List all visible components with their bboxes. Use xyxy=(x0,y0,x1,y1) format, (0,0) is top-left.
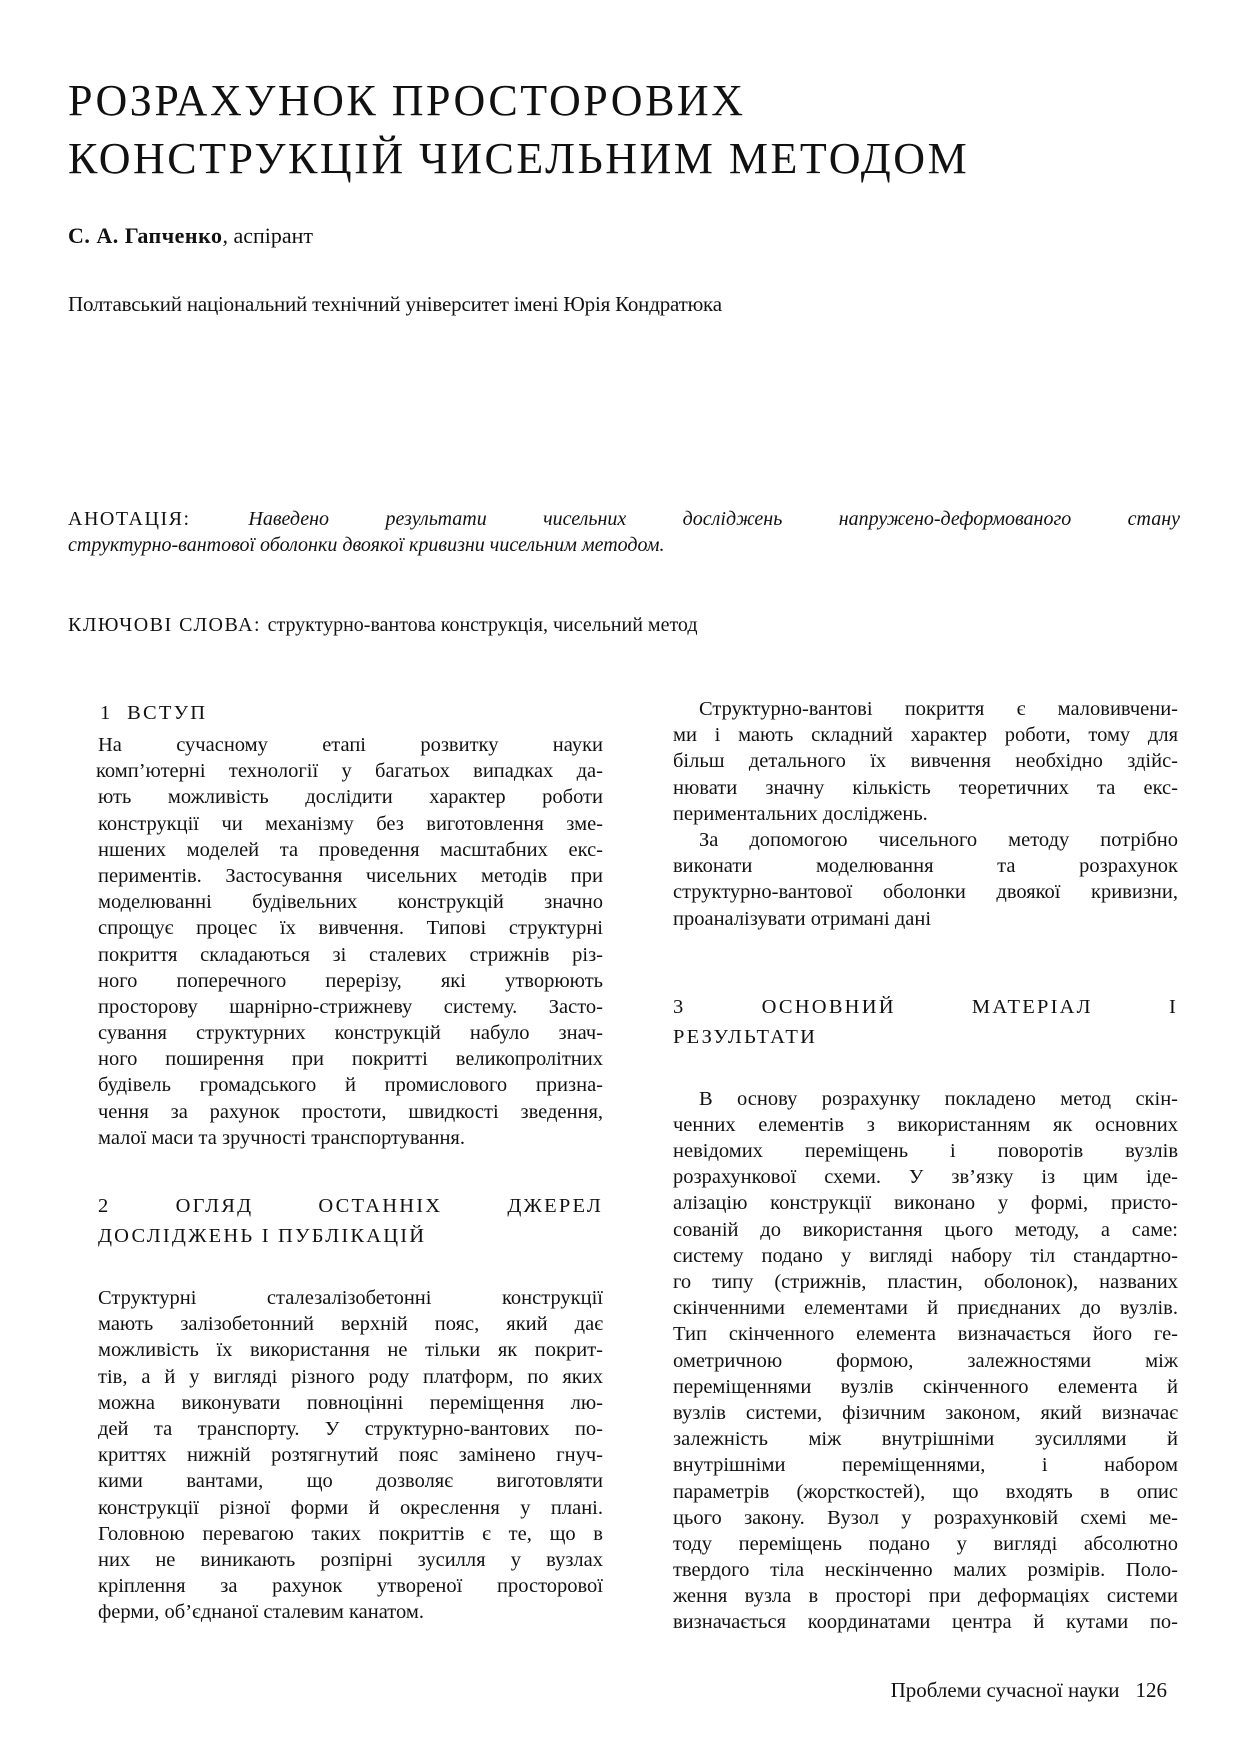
body-line: розрахункової схеми. У зв’язку із цим іде- xyxy=(673,1166,1178,1189)
keywords xyxy=(68,612,698,638)
body-line: ферми, об’єднаної сталевим канатом. xyxy=(98,1601,424,1624)
body-line: нювати значну кількість теоретичних та екс- xyxy=(673,776,1178,799)
body-line: будівель громадського й промислового призна- xyxy=(98,1074,603,1097)
body-line: ного поширення при покритті великопролітних xyxy=(98,1048,603,1071)
body-line: сованій до використання цього методу, а саме: xyxy=(673,1218,1178,1241)
body-line: тів, а й у вигляді різного роду платформ, по яких xyxy=(98,1365,603,1388)
heading-line: РЕЗУЛЬТАТИ xyxy=(673,1025,818,1048)
body-line: можна виконувати повноцінні переміщення лю- xyxy=(98,1391,603,1414)
body-line: тоду переміщень подано у вигляді абсолютно xyxy=(673,1532,1178,1555)
body-line: проаналізувати отримані дані xyxy=(673,907,932,930)
keywords-label: КЛЮЧОВІ СЛОВА: xyxy=(68,614,268,636)
affiliation: Полтавський національний технічний університет імені Юрія Кондратюка xyxy=(68,292,722,316)
body-line: визначається координатами центра й кутами по- xyxy=(673,1611,1178,1634)
body-line: цього закону. Вузол у розрахунковій схемі ме- xyxy=(673,1506,1178,1529)
body-line: малої маси та зручності транспортування. xyxy=(98,1126,465,1149)
body-line: ченних елементів з використанням як основних xyxy=(673,1113,1178,1136)
abstract-line xyxy=(68,532,1180,558)
body-line: сування структурних конструкцій набуло знач- xyxy=(98,1022,603,1045)
heading-line: 2 ОГЛЯД ОСТАННІХ ДЖЕРЕЛ xyxy=(98,1195,603,1217)
body-line: ного поперечного перерізу, які утворюють xyxy=(98,969,603,992)
section-body-intro xyxy=(98,732,603,1151)
body-line: конструкції чи механізму без виготовлення зме- xyxy=(98,812,603,835)
body-line: криттях нижній розтягнутий пояс замінено гнуч- xyxy=(98,1444,603,1467)
page-footer xyxy=(891,1676,1167,1704)
body-line: Тип скінченного елемента визначається його ге- xyxy=(673,1323,1178,1346)
body-line: ми і мають складний характер роботи, тому для xyxy=(673,724,1178,747)
abstract-text: Наведено результати чисельних досліджень напружено-деформованого стану xyxy=(248,508,1180,530)
body-line: можливість їх використання не тільки як покрит- xyxy=(98,1339,603,1362)
heading-line: 1 ВСТУП xyxy=(100,702,208,724)
author-name: С. А. Гапченко xyxy=(68,223,223,248)
section-heading-intro xyxy=(100,698,603,728)
title-line: КОНСТРУКЦІЙ ЧИСЕЛЬНИМ МЕТОДОМ xyxy=(68,134,970,183)
intro-continuation-p1 xyxy=(673,696,1178,827)
body-line: твердого тіла нескінченно малих розмірів. Поло- xyxy=(673,1559,1178,1582)
section-body-review xyxy=(98,1285,603,1625)
right-column xyxy=(673,696,1178,1636)
body-line: виконати моделювання та розрахунок xyxy=(673,855,1178,878)
body-line: внутрішніми переміщеннями, і набором xyxy=(673,1454,1178,1477)
left-column xyxy=(98,698,603,1625)
body-line: моделюванні будівельних конструкцій значно xyxy=(98,891,603,914)
body-line: кими вантами, що дозволяє виготовляти xyxy=(98,1470,603,1493)
body-line: За допомогою чисельного методу потрібно xyxy=(699,828,1178,851)
page-number: 126 xyxy=(1135,1678,1167,1702)
body-line: ометричною формою, залежностями між xyxy=(673,1349,1178,1372)
body-line: систему подано у вигляді набору тіл стандартно- xyxy=(673,1244,1178,1267)
body-line: конструкції різної форми й окреслення у плані. xyxy=(98,1496,603,1519)
body-line: дей та транспорту. У структурно-вантових по- xyxy=(98,1417,603,1440)
journal-name: Проблеми сучасної науки xyxy=(890,1678,1120,1702)
body-line: ють можливість дослідити характер роботи xyxy=(98,786,603,809)
body-line: Головною перевагою таких покриттів є те, що в xyxy=(98,1522,603,1545)
body-line: більш детального їх вивчення необхідно здійс- xyxy=(673,750,1178,773)
keywords-text: структурно-вантова конструкція, чисельний метод xyxy=(267,614,698,636)
body-line: спрощує процес їх вивчення. Типові структурні xyxy=(98,917,603,940)
body-line: В основу розрахунку покладено метод скін- xyxy=(699,1087,1178,1110)
section-body-main xyxy=(673,1086,1178,1636)
body-line: скінченними елементами й приєднаних до вузлів. xyxy=(673,1297,1178,1320)
author-line xyxy=(68,222,313,250)
body-line: структурно-вантової оболонки двоякої кривизни, xyxy=(673,881,1178,904)
body-line: Структурно-вантові покриття є маловивчени- xyxy=(699,698,1178,720)
body-line: кріплення за рахунок утвореної просторової xyxy=(98,1575,603,1598)
body-line: чення за рахунок простоти, швидкості зведення, xyxy=(98,1100,603,1123)
body-line: комп’ютерні технології у багатьох випадках да- xyxy=(96,760,603,783)
body-line: Структурні сталезалізобетонні конструкції xyxy=(98,1287,603,1309)
abstract-label: АНОТАЦІЯ: xyxy=(68,508,249,530)
body-line: них не виникають розпірні зусилля у вузлах xyxy=(98,1548,603,1571)
body-line: параметрів (жорсткостей), що входять в опис xyxy=(673,1480,1178,1503)
body-line: вузлів системи, фізичним законом, який визначає xyxy=(673,1401,1178,1424)
body-line: ншених моделей та проведення масштабних екс- xyxy=(98,838,603,861)
body-line: го типу (стрижнів, пластин, оболонок), названих xyxy=(673,1271,1178,1293)
body-line: мають залізобетонний верхній пояс, який дає xyxy=(98,1313,603,1336)
author-role: , аспірант xyxy=(222,223,314,248)
body-line: залежність між внутрішніми зусиллями й xyxy=(673,1428,1178,1451)
section-heading-review xyxy=(98,1191,603,1251)
abstract xyxy=(68,506,1180,558)
intro-continuation-p2 xyxy=(673,827,1178,932)
body-line: ження вузла в просторі при деформаціях системи xyxy=(673,1585,1178,1608)
heading-line: 3 ОСНОВНИЙ МАТЕРІАЛ І xyxy=(673,995,1178,1018)
page-title xyxy=(68,72,1168,188)
section-heading-main xyxy=(673,992,1178,1052)
body-line: просторову шарнірно-стрижневу систему. Засто- xyxy=(98,995,603,1018)
body-line: покриття складаються зі сталевих стрижнів різ- xyxy=(98,943,603,966)
body-line: алізацію конструкції виконано у формі, присто- xyxy=(673,1192,1178,1215)
body-line: периментів. Застосування чисельних методів при xyxy=(98,864,603,887)
abstract-line xyxy=(68,506,1180,532)
heading-line: ДОСЛІДЖЕНЬ І ПУБЛІКАЦІЙ xyxy=(98,1225,427,1247)
body-line: периментальних досліджень. xyxy=(673,802,928,825)
body-line: На сучасному етапі розвитку науки xyxy=(98,734,603,756)
body-line: переміщеннями вузлів скінченного елемента й xyxy=(673,1375,1178,1398)
body-line: невідомих переміщень і поворотів вузлів xyxy=(673,1140,1178,1163)
abstract-text: структурно-вантової оболонки двоякої кривизни чисельним методом. xyxy=(68,534,665,556)
title-line: РОЗРАХУНОК ПРОСТОРОВИХ xyxy=(68,76,746,125)
